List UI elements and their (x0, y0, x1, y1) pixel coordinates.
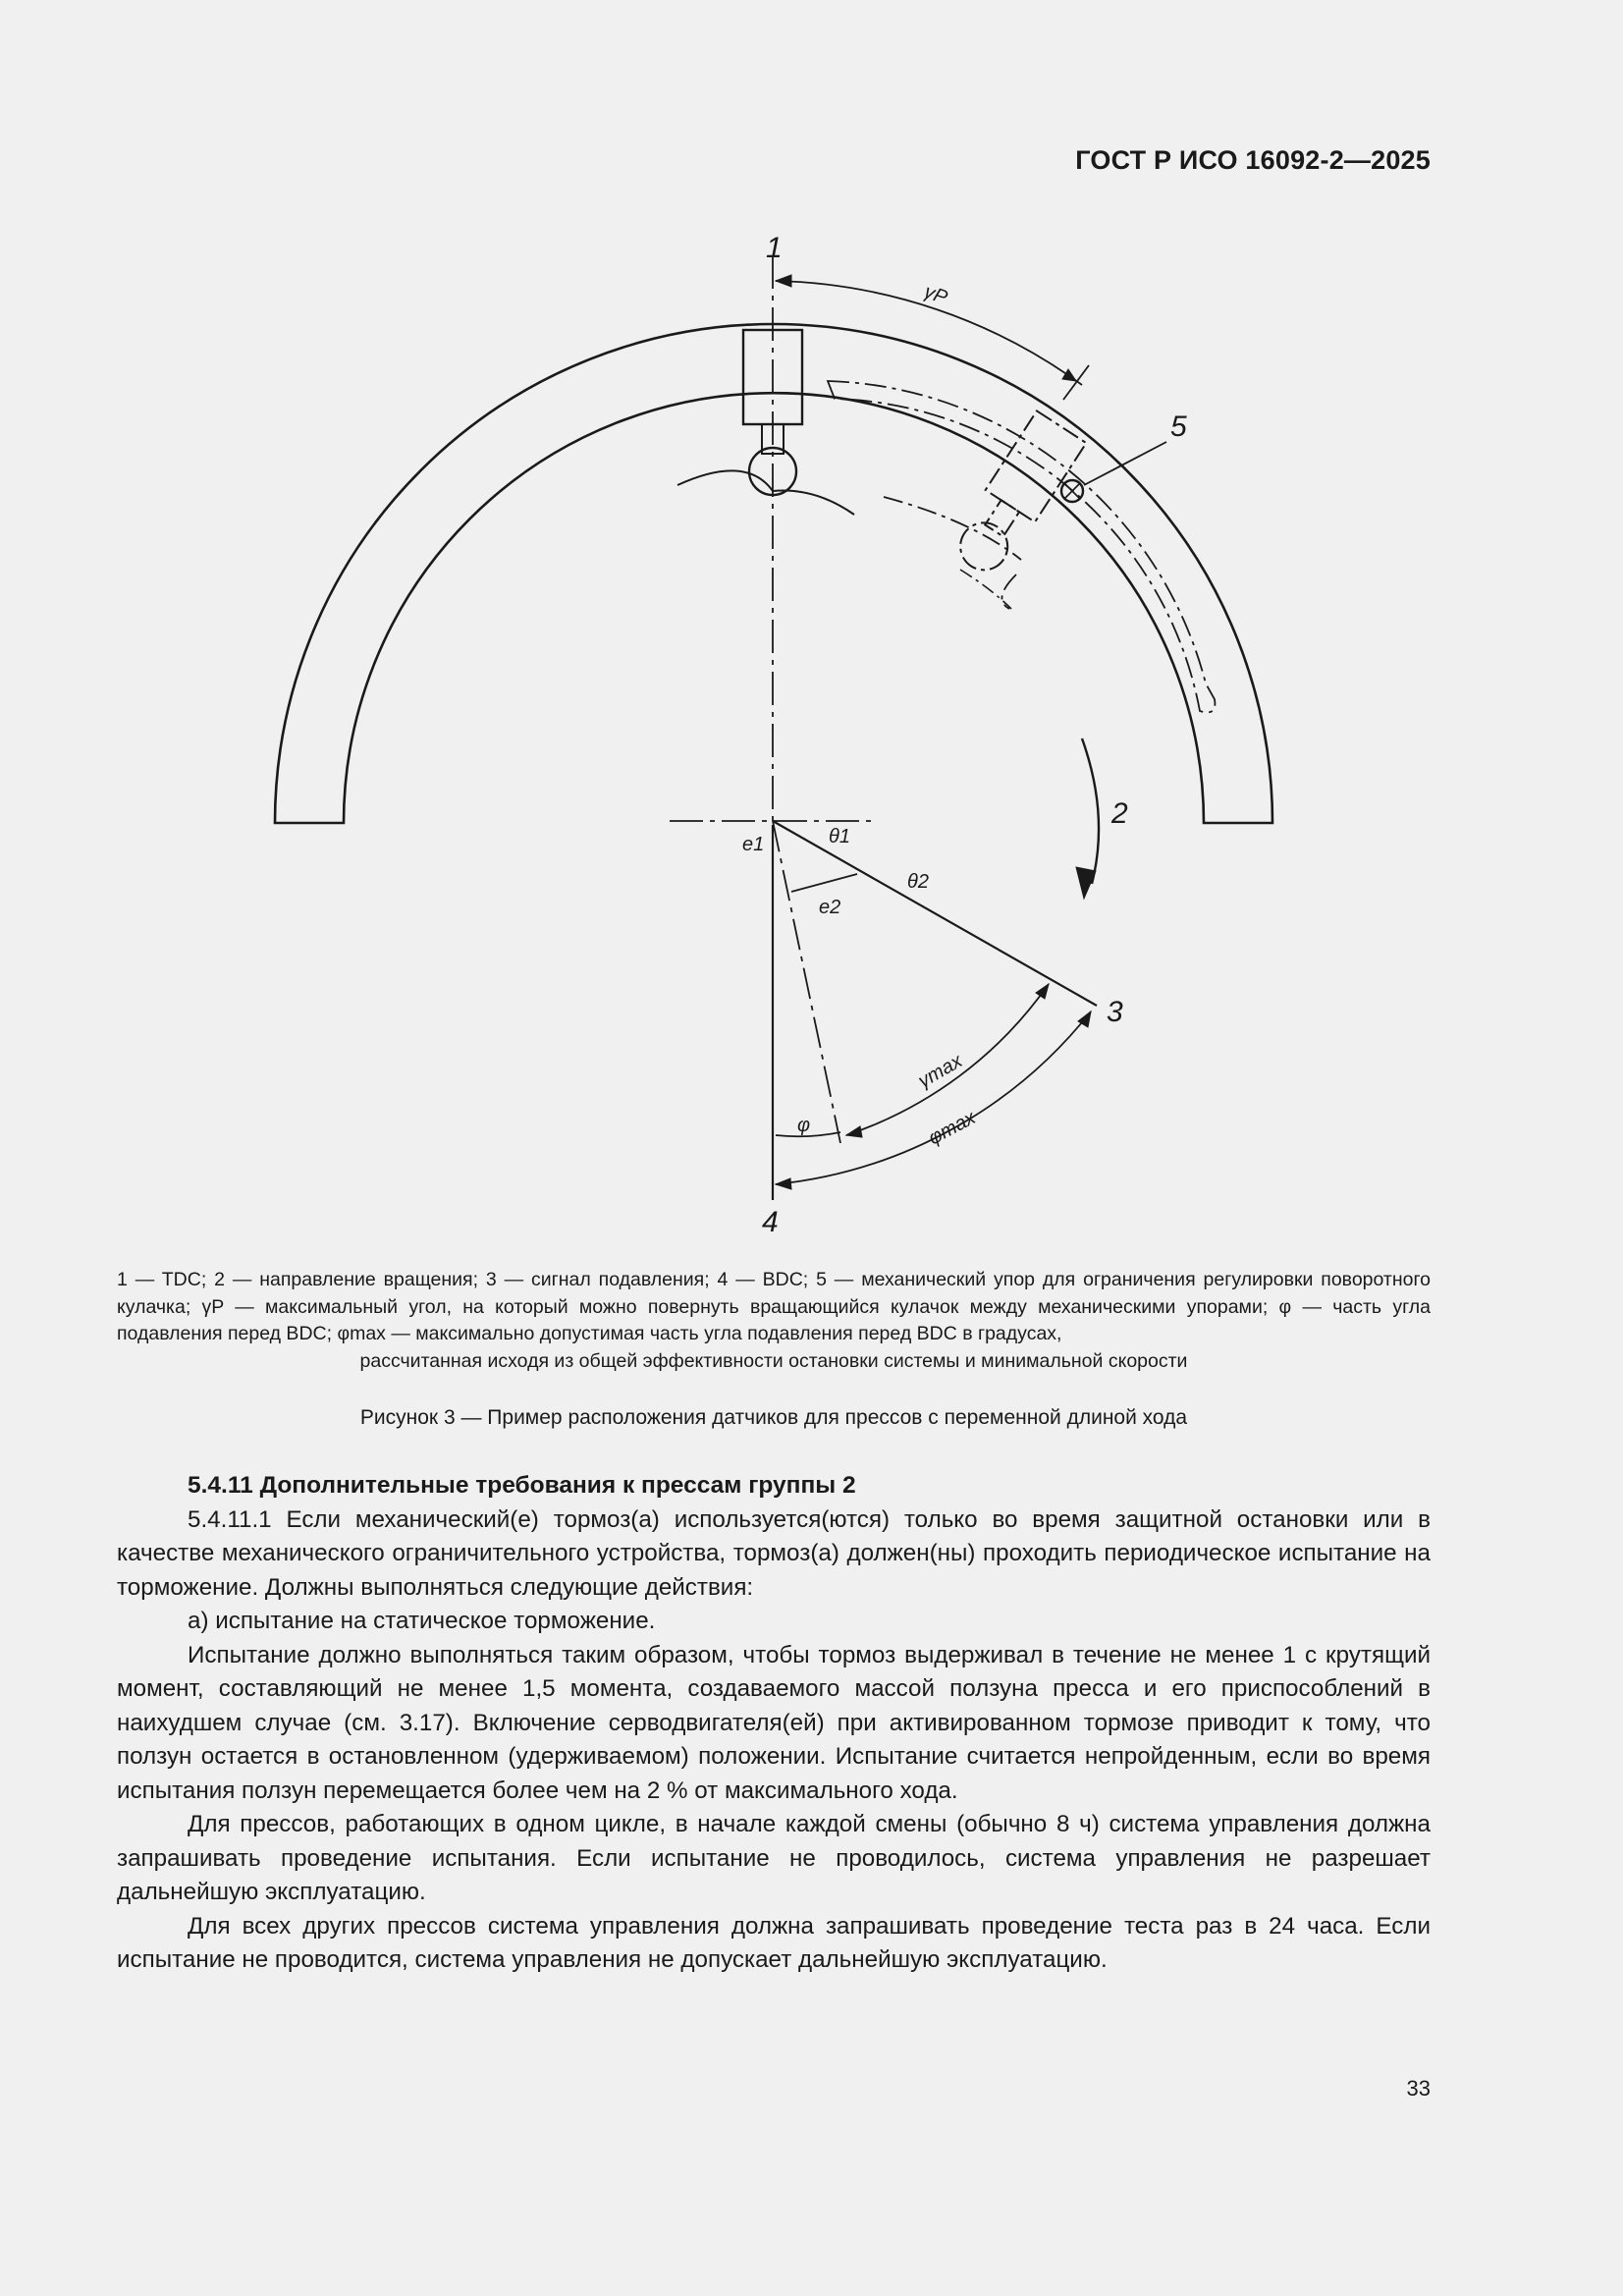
figure-legend (117, 1267, 1431, 1375)
phi-label: φ (797, 1115, 811, 1136)
section-5-4-11 (117, 1469, 1431, 1978)
figure-3 (0, 206, 1623, 1247)
section-heading: 5.4.11 Дополнительные требования к прессам группы 2 (188, 1472, 856, 1499)
paragraph: Для всех других прессов система управления должна запрашивать проведение теста раз в 24 часа. Если испытание не проводится, система управления не допускает дальнейшую эксплуатацию. (117, 1912, 1431, 1973)
e2-label: e2 (819, 897, 841, 918)
paragraph: Испытание должно выполняться таким образом, чтобы тормоз выдерживал в течение не менее 1 с крутящий момент, составляющий не менее 1,5 момента, создаваемого массой ползуна пресса и его приспособлений в наихудшем случае (см. 3.17). Включение серводвигателя(ей) при активированном тормозе приводит к тому, что ползун остается в остановленном (удерживаемом) положении. Испытание считается непройденным, если во время испытания ползун перемещается более чем на 2 % от максимального хода. (117, 1641, 1431, 1804)
paragraph: Для прессов, работающих в одном цикле, в начале каждой смены (обычно 8 ч) система управления должна запрашивать проведение испытания. Если испытание не проводилось, система управления не разрешает дальнейшую эксплуатацию. (117, 1811, 1431, 1905)
label-2: 2 (1111, 797, 1128, 830)
cam-slot (828, 381, 1215, 713)
cam-diagram (0, 206, 1623, 1247)
theta2-label: θ2 (907, 871, 929, 893)
figure-caption: Рисунок 3 — Пример расположения датчиков для прессов с переменной длиной хода (359, 1406, 1188, 1429)
label-3: 3 (1107, 996, 1123, 1028)
rotation-arrow (1082, 738, 1099, 884)
page-number: 33 (1406, 2076, 1431, 2101)
label-1: 1 (766, 232, 783, 264)
legend-text-end: рассчитанная исходя из общей эффективности остановки системы и минимальной скорости (359, 1349, 1188, 1372)
gamma-p-label: γP (921, 281, 950, 309)
e1-label: e1 (742, 834, 765, 855)
phi-max-label: φmax (925, 1107, 980, 1150)
document-header: ГОСТ Р ИСО 16092-2—2025 (1075, 145, 1431, 175)
phi-max-arc (776, 1011, 1091, 1184)
paragraph: 5.4.11.1 Если механический(е) тормоз(а) используется(ются) только во время защитной остановки или в качестве механического ограничительного устройства, тормоз(а) должен(ны) проходить периодическое испытание на торможение. Должны выполняться следующие действия: (117, 1505, 1431, 1601)
cam-ring (275, 324, 1272, 823)
paragraph: а) испытание на статическое торможение. (188, 1608, 656, 1634)
label-5: 5 (1170, 410, 1187, 443)
label-4: 4 (762, 1206, 779, 1238)
legend-text: 1 — TDC; 2 — направление вращения; 3 — сигнал подавления; 4 — BDC; 5 — механический упор для ограничения регулировки поворотного кулачка; γP — максимальный угол, на который можно повернуть вращающийся кулачок между механическими упорами; φ — часть угла подавления перед BDC; φmax — максимально допустимая часть угла подавления перед BDC в градусах, (117, 1269, 1431, 1344)
theta1-label: θ1 (829, 826, 850, 847)
gamma-max-label: γmax (914, 1050, 966, 1093)
